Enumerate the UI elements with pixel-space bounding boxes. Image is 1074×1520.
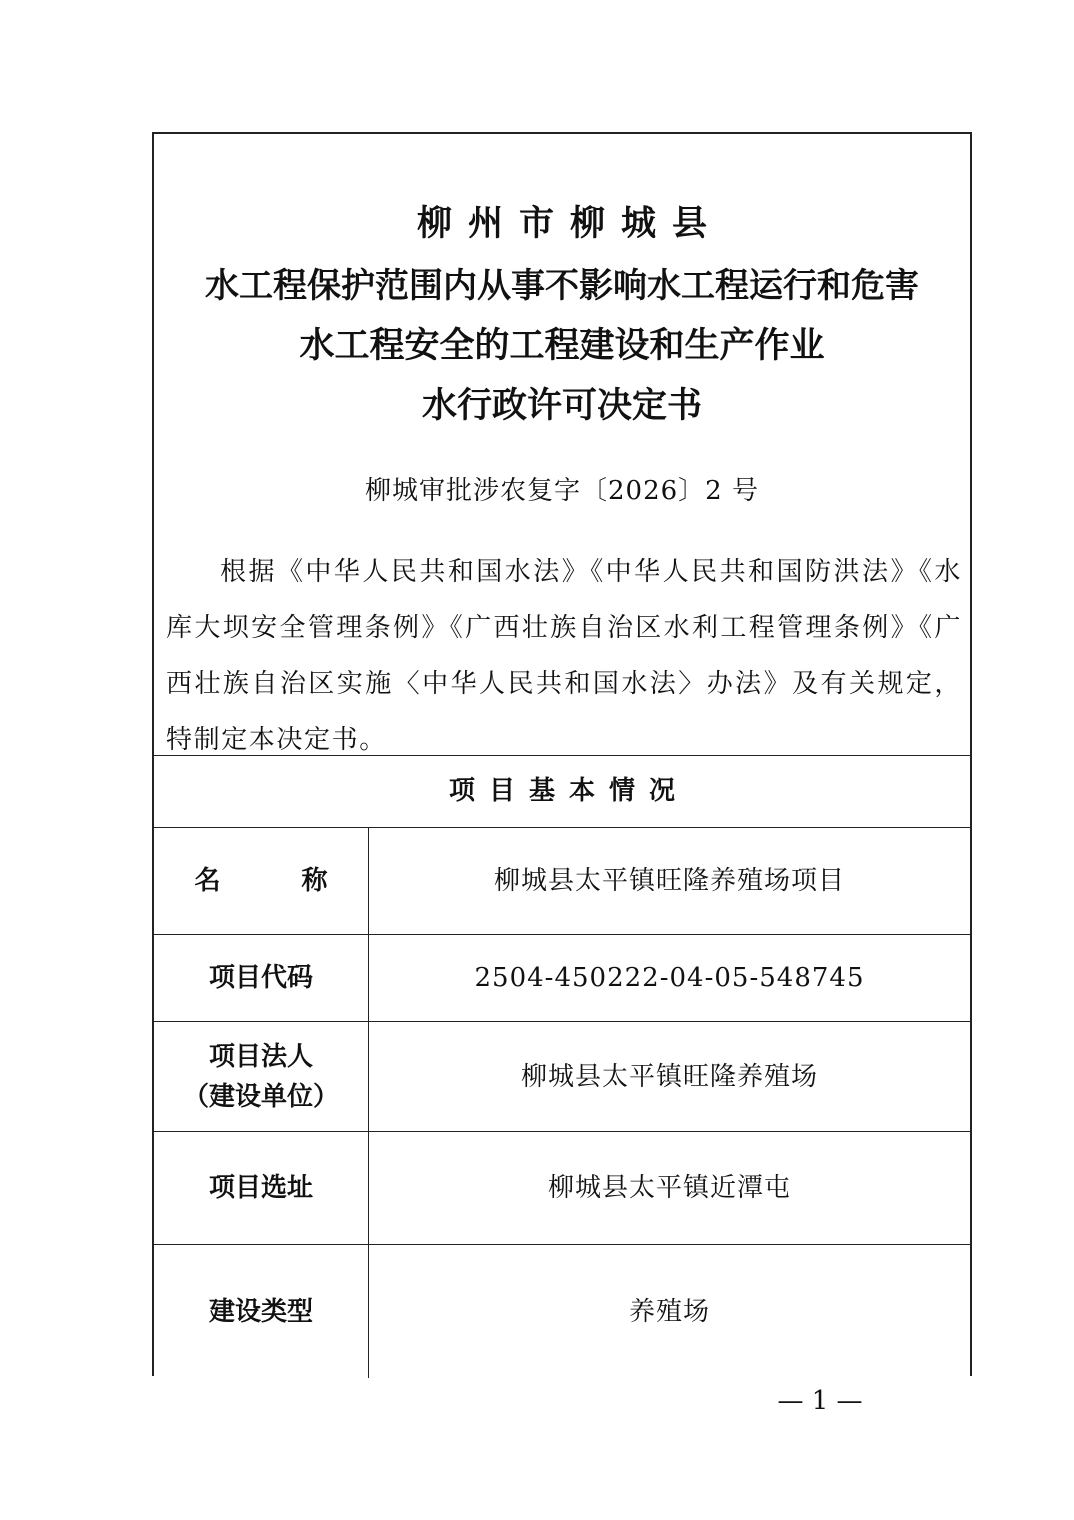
title-city-county: 柳州市柳城县: [416, 204, 723, 244]
row-value-legal-person: 柳城县太平镇旺隆养殖场: [520, 1061, 818, 1092]
row-label-project-code: 项目代码: [154, 935, 369, 1021]
row-label-construction-type: 建设类型: [154, 1245, 369, 1378]
row-label-name: 名 称: [154, 828, 369, 934]
table-row-name: [154, 828, 970, 935]
table-row-legal-person: [154, 1022, 970, 1132]
legal-basis-paragraph: 根据《中华人民共和国水法》《中华人民共和国防洪法》《水库大坝安全管理条例》《广西壮族自治区水利工程管理条例》《广西壮族自治区实施〈中华人民共和国水法〉办法》及有关规定，特制定本决定书。: [166, 557, 962, 755]
table-row-location: [154, 1132, 970, 1245]
row-label-location: 项目选址: [154, 1132, 369, 1244]
document-number: 柳城审批涉农复字〔2026〕2 号: [365, 476, 759, 506]
title-line-3: 水工程安全的工程建设和生产作业: [299, 326, 825, 366]
section-title-project-info: 项目基本情况: [154, 756, 970, 828]
title-line-2: 水工程保护范围内从事不影响水工程运行和危害: [205, 266, 919, 306]
page-number: — 1 —: [777, 1386, 863, 1416]
row-value-name: 柳城县太平镇旺隆养殖场项目: [493, 866, 845, 896]
row-label-legal-person-line2: （建设单位）: [182, 1081, 339, 1112]
table-row-project-code: [154, 935, 970, 1022]
row-value-location: 柳城县太平镇近潭屯: [547, 1173, 791, 1203]
row-value-project-code: 2504-450222-04-05-548745: [474, 963, 865, 993]
document-header: [154, 134, 970, 756]
row-label-legal-person: [154, 1022, 369, 1131]
row-value-construction-type: 养殖场: [628, 1296, 710, 1327]
title-line-4: 水行政许可决定书: [421, 386, 702, 426]
table-row-construction-type: [154, 1245, 970, 1378]
decision-document: [152, 132, 972, 1376]
row-label-legal-person-line1: 项目法人: [208, 1041, 313, 1072]
